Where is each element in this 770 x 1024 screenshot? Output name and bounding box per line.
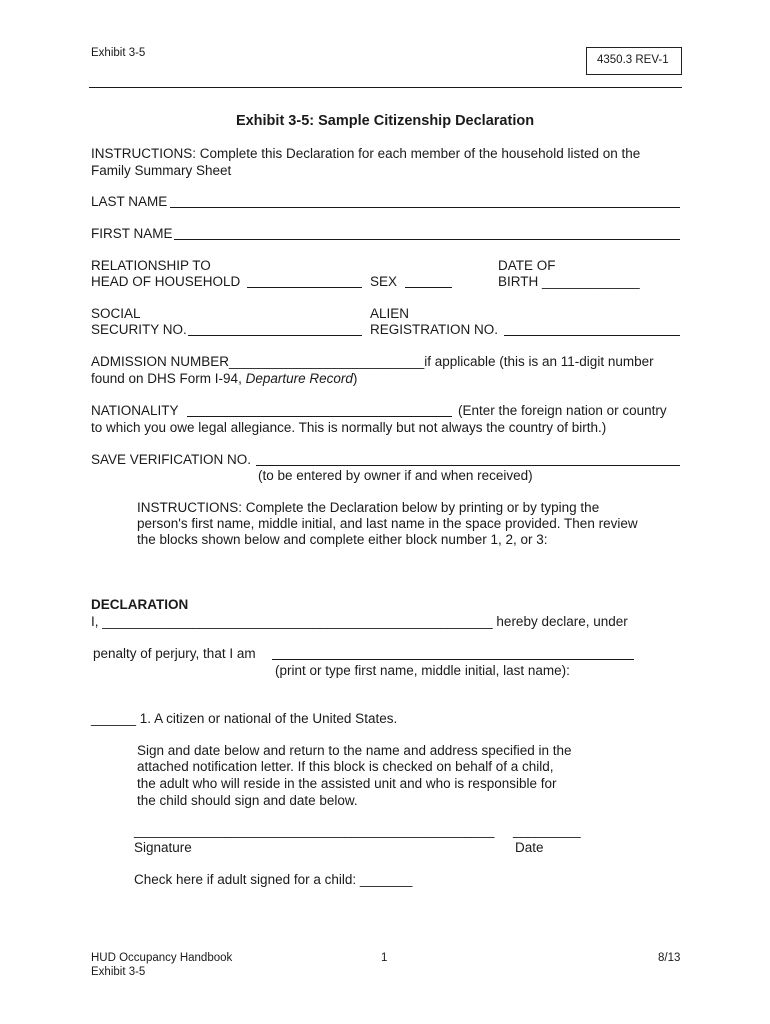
declaration-line2: penalty of perjury, that I am	[93, 646, 256, 661]
declaration-name-field[interactable]	[272, 659, 634, 660]
dob-label-line1: DATE OF	[498, 258, 556, 273]
alien-label-line2: REGISTRATION NO.	[370, 322, 499, 337]
nationality-note-line1: (Enter the foreign nation or country	[458, 403, 667, 418]
save-verification-field[interactable]	[256, 465, 680, 466]
last-name-label: LAST NAME	[91, 194, 168, 209]
instructions2-line3: the blocks shown below and complete either block number 1, 2, or 3:	[137, 532, 548, 547]
block1-para-line2: attached notification letter. If this block is checked on behalf of a child,	[137, 759, 554, 774]
last-name-field[interactable]	[170, 207, 680, 208]
admission-note-a: found on DHS Form I-94,	[91, 371, 246, 386]
admission-number-line1[interactable]: ADMISSION NUMBER__________________________if applicable (this is an 11-digit number	[91, 354, 654, 369]
block1-para-line3: the adult who will reside in the assisted unit and who is responsible for	[137, 776, 557, 791]
nationality-field[interactable]	[187, 416, 452, 417]
footer-page-number: 1	[381, 952, 388, 964]
revision-box	[586, 47, 682, 75]
ssn-field[interactable]	[188, 335, 362, 336]
instructions2-line2: person's first name, middle initial, and last name in the space provided. Then review	[137, 516, 638, 531]
dob-label-line2[interactable]: BIRTH _____________	[498, 274, 640, 289]
footer-exhibit: Exhibit 3-5	[91, 966, 146, 978]
first-name-label: FIRST NAME	[91, 226, 173, 241]
alien-registration-field[interactable]	[504, 335, 680, 336]
date-line[interactable]: _________	[513, 823, 581, 838]
block1-para-line1: Sign and date below and return to the name and address specified in the	[137, 743, 572, 758]
save-verification-note: (to be entered by owner if and when received)	[258, 468, 533, 483]
signature-label: Signature	[134, 840, 192, 855]
revision-label: 4350.3 REV-1	[597, 54, 669, 66]
footer-date: 8/13	[658, 952, 681, 964]
relationship-label-line1: RELATIONSHIP TO	[91, 258, 211, 273]
departure-record-label: Departure Record	[245, 371, 353, 386]
exhibit-label: Exhibit 3-5	[91, 47, 146, 59]
signature-line[interactable]: ________________________________________________	[134, 823, 495, 838]
admission-note-c: )	[352, 371, 358, 386]
instructions2-line1: INSTRUCTIONS: Complete the Declaration below by printing or by typing the	[137, 500, 600, 515]
sex-label: SEX	[370, 274, 398, 289]
header-divider	[89, 87, 682, 88]
child-check-line[interactable]: Check here if adult signed for a child: _______	[134, 872, 413, 887]
sex-field[interactable]	[405, 287, 452, 288]
block1-item[interactable]: ______ 1. A citizen or national of the United States.	[91, 711, 398, 726]
ssn-label-line2: SECURITY NO.	[91, 322, 187, 337]
declaration-heading: DECLARATION	[91, 597, 189, 612]
declaration-line1[interactable]: I, ____________________________________________________ hereby declare, under	[91, 614, 628, 629]
date-label: Date	[515, 840, 544, 855]
nationality-label: NATIONALITY	[91, 403, 179, 418]
block1-para-line4: the child should sign and date below.	[137, 793, 358, 808]
declaration-name-note: (print or type first name, middle initial, last name):	[275, 663, 570, 678]
relationship-label-line2: HEAD OF HOUSEHOLD	[91, 274, 241, 289]
alien-label-line1: ALIEN	[370, 306, 410, 321]
save-verification-label: SAVE VERIFICATION NO.	[91, 452, 252, 467]
nationality-note-line2: to which you owe legal allegiance. This is normally but not always the country of birth.)	[91, 420, 607, 435]
first-name-field[interactable]	[174, 239, 680, 240]
instructions-line2: Family Summary Sheet	[91, 163, 232, 178]
admission-number-line2	[91, 371, 357, 386]
footer-handbook: HUD Occupancy Handbook	[91, 952, 233, 964]
ssn-label-line1: SOCIAL	[91, 306, 141, 321]
instructions-line1: INSTRUCTIONS: Complete this Declaration for each member of the household listed on the	[91, 146, 641, 161]
relationship-field[interactable]	[247, 287, 362, 288]
page-title: Exhibit 3-5: Sample Citizenship Declaration	[235, 113, 535, 129]
